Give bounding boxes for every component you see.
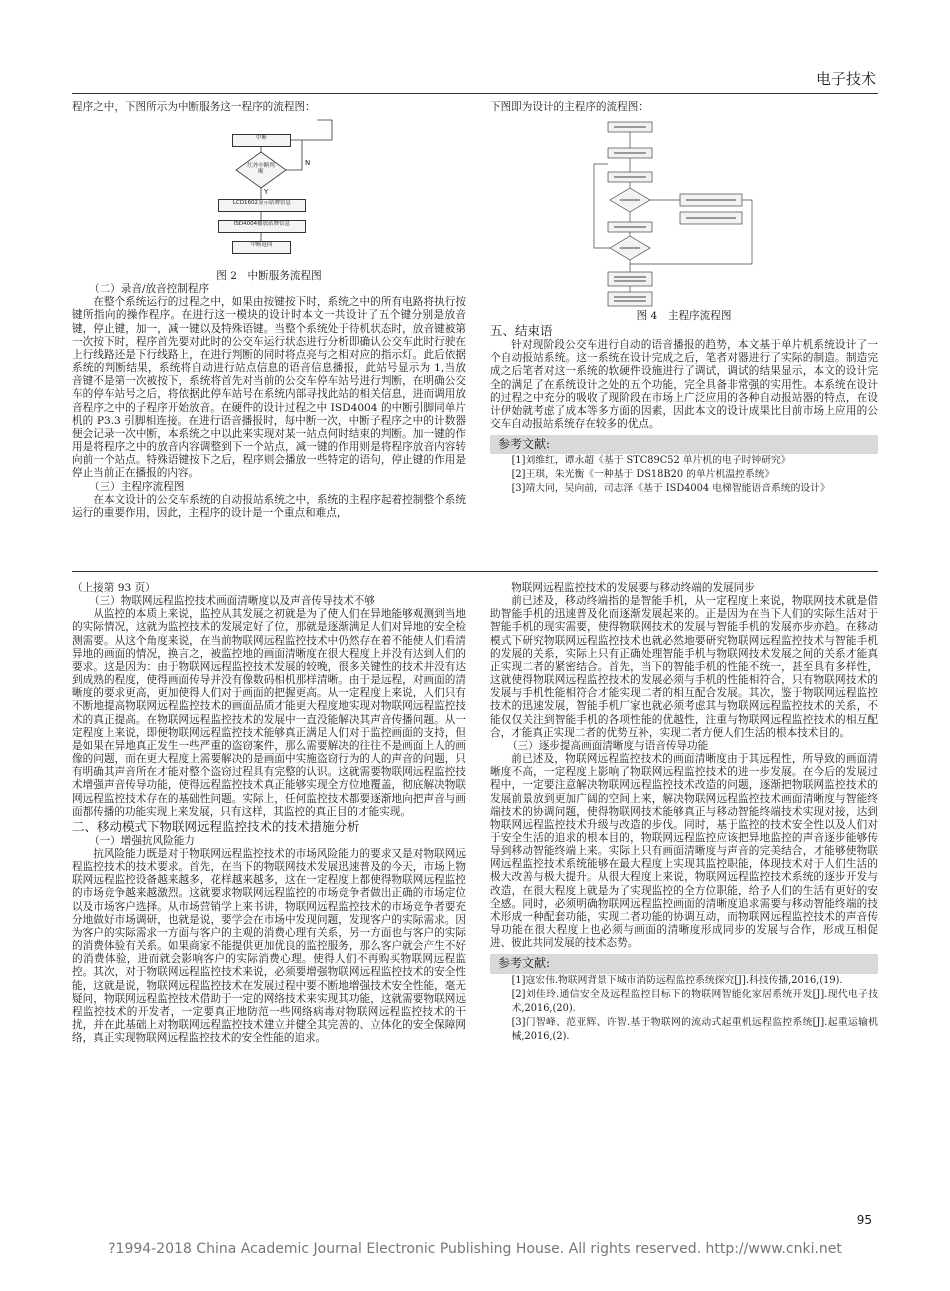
paragraph: 物联网远程监控技术的发展要与移动终端的发展同步 — [511, 582, 755, 594]
flow-label-y: Y — [264, 188, 269, 197]
top-left-column — [72, 101, 466, 520]
continuation-note: （上接第 93 页） — [72, 582, 156, 594]
flow-box: 中断 — [232, 134, 291, 147]
figure-interrupt-flowchart — [72, 114, 466, 270]
reference-item: [1]寇宏伟.物联网背景下城市消防远程监控系统探究[J].科技传播,2016,(19). — [511, 974, 843, 986]
section-heading: 五、结束语 — [490, 323, 553, 339]
subsection-heading: （三）主程序流程图 — [88, 480, 185, 493]
section-divider — [72, 571, 878, 572]
reference-item: [3]靖大同，吴向前，司志泽《基于 ISD4004 电梯智能语音系统的设计》 — [511, 483, 830, 495]
references-heading: 参考文献: — [490, 435, 878, 454]
flow-decision-label: 红外中断判断 — [247, 163, 275, 176]
paragraph: 下图即为设计的主程序的流程图： — [490, 101, 649, 113]
paragraph: 在本文设计的公交车系统的自动报站系统之中，系统的主程序起着控制整个系统运行的重要作用，因此，主程序的设计是一个重点和难点， — [72, 493, 466, 519]
bottom-left-column — [72, 582, 466, 1045]
reference-item: [2]刘佳玲.通信安全及远程监控目标下的物联网智能化家居系统开发[J].现代电子技术,2016,(20). — [511, 988, 878, 1014]
header-rule — [72, 93, 878, 94]
reference-list — [490, 454, 878, 496]
paragraph: 抗风险能力既是对于物联网远程监控技术的市场风险能力的要求又是对物联网远程监控技术的技术要求。首先，在当下的物联网技术发展迅速普及的今天，市场上物联网远程监控设备越来越多，花样越来越多，这在一定程度上都使得物联网远程监控的市场竞争越来越激烈。这就要求物联网远程监控的市场竞争者做出正确的市场定位以及市场客户选择。从市场营销学上来书讲，物联网远程监控技术的市场竞争者要充分地做好市场调研，也就是说，要学会在市场中发现问题，发现客户的实际需求。因为客户的实际需求一方面与客户的主观的消费心理有关系，另一方面也与客户的实际的消费体验有关系。如果商家不能提供更加优良的监控服务，那么客户就会产生不好的消费体验，进而就会影响客户的实际消费心理。使得人们不再购买物联网远程监控。其次，对于物联网远程监控技术来说，必须要增强物联网远程监控技术的安全性能，这就是说，物联网远程监控技术在发展过程中要不断地增强技术安全性能，毫无疑问，物联网远程监控技术借助于一定的网络技术来实现其功能，这就需要物联网远程监控技术的开发者，一定要真正地防范一些网络病毒对物联网远程监控技术的干扰，并在此基础上对物联网远程监控技术建立并健全其完善的、立体化的安全保障网络，真正实现物联网远程监控技术的安全性能的追求。 — [72, 847, 466, 1045]
flow-box: LCD1602显示站牌信息 — [218, 199, 306, 212]
paragraph: 程序之中，下图所示为中断服务这一程序的流程图： — [72, 101, 316, 113]
paragraph: 前已述及，移动终端指的是智能手机，从一定程度上来说，物联网技术就是借助智能手机的迅速普及化而逐渐发展起来的。正是因为在当下人们的实际生活对于智能手机的现实需要，使得物联网技术的发展与智能手机的发展亦步亦趋。在移动模式下研究物联网远程监控技术也就必然地要研究物联网远程监控技术与智能手机的发展的关系，实际上只有正确处理智能手机与物联网技术发展之间的关系才能真正实现二者的紧密结合。首先，当下的智能手机的性能不统一，甚至具有多样性，这就使得物联网远程监控技术的发展必须与手机的性能相符合，只有物联网技术的发展与手机性能相符合才能实现二者的相互配合发展。其次，鉴于物联网远程监控技术的迅速发展，智能手机厂家也就必须考虑其与物联网远程监控技术的关系，不能仅仅关注到智能手机的各项性能的优越性，注重与物联网远程监控技术的相互配合，才能真正实现二者的优势互补，实现二者方便人们生活的根本技术目的。 — [490, 595, 878, 739]
reference-item: [1]刘维红，谭永超《基于 STC89C52 单片机的电子时钟研究》 — [511, 455, 791, 467]
subsection-heading: （一）增强抗风险能力 — [88, 834, 195, 847]
flow-label-n: N — [305, 159, 311, 168]
subsection-heading: （二）录音/放音控制程序 — [88, 283, 210, 296]
flow-box: ISD4004播放站牌信息 — [218, 220, 306, 233]
reference-list — [490, 974, 878, 1044]
paragraph: 从监控的本质上来说，监控从其发展之初就是为了使人们在异地能够观测到当地的实际情况，这就为监控技术的发展定好了位，那就是逐渐满足人们对异地的安全检测需要。从这个角度来说，在当前物联网远程监控技术中仍然存在着不能使人们看清异地的画面的情况，换言之，被监控地的画面清晰度在很大程度上并没有达到人们的要求。这是因为：由于物联网远程监控技术发展的较晚，很多关键性的技术并没有达到成熟的程度，使得画面传导并没有像数码相机那样清晰。由于是远程，对画面的清晰度的要求更高，更加使得人们对于画面的把握更高。从一定程度上来说，人们只有不断地提高物联网远程监控技术的画面品质才能更大程度地实现对物联网远程监控技术的真正提高。在物联网远程监控技术的发展中一直没能解决其声音传播问题。从一定程度上来说，即便物联网远程监控技术能够真正满足人们对于监控画面的支持，但是如果在异地真正发生一些严重的盗窃案件，那么需要解决的往往不是画面上人的画像的问题，而在更大程度上需要解决的是画面中实施盗窃行为的人的声音的问题，只有明确其声音所在才能对整个盗窃过程具有完整的认识。这就需要物联网远程监控技术增强声音传导功能，使得远程监控技术真正能够实现全方位地覆盖，彻底解决物联网远程监控技术存在的基础性问题。实际上，任何监控技术都要逐渐地向把声音与画面都传播的功能实现上来发展，只有这样，其监控的真正目的才能实现。 — [72, 608, 466, 818]
subsection-heading: （三）逐步提高画面清晰度与语音传导功能 — [506, 739, 709, 752]
paragraph: 前已述及，物联网远程监控技术的画面清晰度由于其远程性，所导致的画面清晰度不高，一定程度上影响了物联网远程监控技术的进一步发展。在今后的发展过程中，一定要注意解决物联网远程监控技术改造的问题，逐渐把物联网监控技术的发展前景放到更加广阔的空间上来，解决物联网远程监控技术画面清晰度与智能终端技术的协调问题，使得物联网技术能够真正与移动智能终端技术实现对接，达到物联网远程监控技术升级与改造的步伐。同时，基于监控的技术安全性以及人们对于安全生活的追求的根本目的，物联网远程监控应该把异地监控的声音逐步能够传导到移动智能终端上来。实际上只有画面清晰度与声音的完美结合，才能够使物联网远程监控技术系统能够在最大程度上实现其监控职能，体现技术对于人们生活的极大改善与极大提升。从很大程度上来说，物联网远程监控技术系统的逐步开发与改造，在很大程度上就是为了实现监控的全方位职能，给予人们的生活有更好的安全感。同时，必须明确物联网远程监控画面的清晰度追求需要与移动智能终端的技术形成一种配套功能，实现二者功能的协调互动，而物联网远程监控技术的声音传导功能在很大程度上也必须与画面的清晰度形成同步的发展与合作，形成互相促进、彼此共同发展的技术态势。 — [490, 753, 878, 950]
page-number: 95 — [856, 1213, 872, 1227]
top-right-column — [490, 101, 878, 496]
flow-box: 中断返回 — [232, 241, 291, 254]
paragraph: 在整个系统运行的过程之中，如果由按键按下时，系统之中的所有电路将执行按键所指向的操作程序。在进行这一模块的设计时本文一共设计了五个键分别是放音键，停止键，加一，减一键以及特殊语键。当整个系统处于待机状态时，放音键被第一次按下时，程序首先要对此时的公交车运行状态进行分析即确认公交车此时行驶在上行线路还是下行线路上，在进行判断的同时将点亮与之相对应的指示灯。此后依据系统的判断结果，系统将自动进行站点信息的语音信息播报，此站号显示为 1,当放音键不是第一次被按下，系统将首先对当前的公交车停车站号进行判断，在明确公交车的停车站号之后，将依据此停车站号在系统内部寻找此站的相关信息，进而调用放音程序之中的子程序开始放音。在硬件的设计过程之中 ISD4004 的中断引脚同单片机的 P3.3 引脚相连接。在进行语音播报时，每中断一次，中断子程序之中的计数器便会记录一次中断，本系统之中以此来实现对某一站点何时结束的判断。加一键的作用是将程序之中的放音内容调整到下一个站点，减一键的作用则是将程序放音内容转向前一个站点。特殊语键按下之后，程序则会播放一些特定的语句，停止键的作用是停止当前正在播报的内容。 — [72, 296, 466, 480]
paragraph: 针对现阶段公交车进行自动的语音播报的趋势，本文基于单片机系统设计了一个自动报站系统。这一系统在设计完成之后，笔者对器进行了实际的制造。制造完成之后笔者对这一系统的软硬件设施进行了调试，调试的结果显示，本文的设计完全的满足了在系统设计之处的五个功能，完全具备非常强的实用性。本系统在设计的过程之中充分的吸收了现阶段在市场上广泛应用的各种自动报站器的特点，在设计伊始就考虑了成本等多方面的因素，因此本文的设计成果比目前市场上应用的公交车自动报站系统存在较多的优点。 — [490, 339, 878, 431]
reference-item: [3]门智峰、范亚辉、许智.基于物联网的流动式起重机远程监控系统[J].起重运输机械,2016,(2). — [511, 1016, 878, 1042]
figure-caption: 图 2 中断服务流程图 — [216, 270, 322, 283]
references-heading: 参考文献: — [490, 954, 878, 973]
figure-main-flowchart — [490, 114, 878, 310]
figure-caption: 图 4 主程序流程图 — [636, 310, 732, 323]
subsection-heading: （三）物联网远程监控技术画面清晰度以及声音传导技术不够 — [88, 595, 375, 608]
main-flowchart-graphic — [490, 114, 878, 310]
reference-item: [2]王琪，朱光衡《一种基于 DS18B20 的单片机温控系统》 — [511, 469, 775, 481]
copyright-footer: ?1994-2018 China Academic Journal Electronic Publishing House. All rights reserved. http://www.cnki.net — [108, 1241, 842, 1257]
section-header: 电子技术 — [815, 70, 876, 88]
section-heading: 二、移动模式下物联网远程监控技术的技术措施分析 — [72, 818, 360, 834]
bottom-right-column — [490, 582, 878, 1044]
